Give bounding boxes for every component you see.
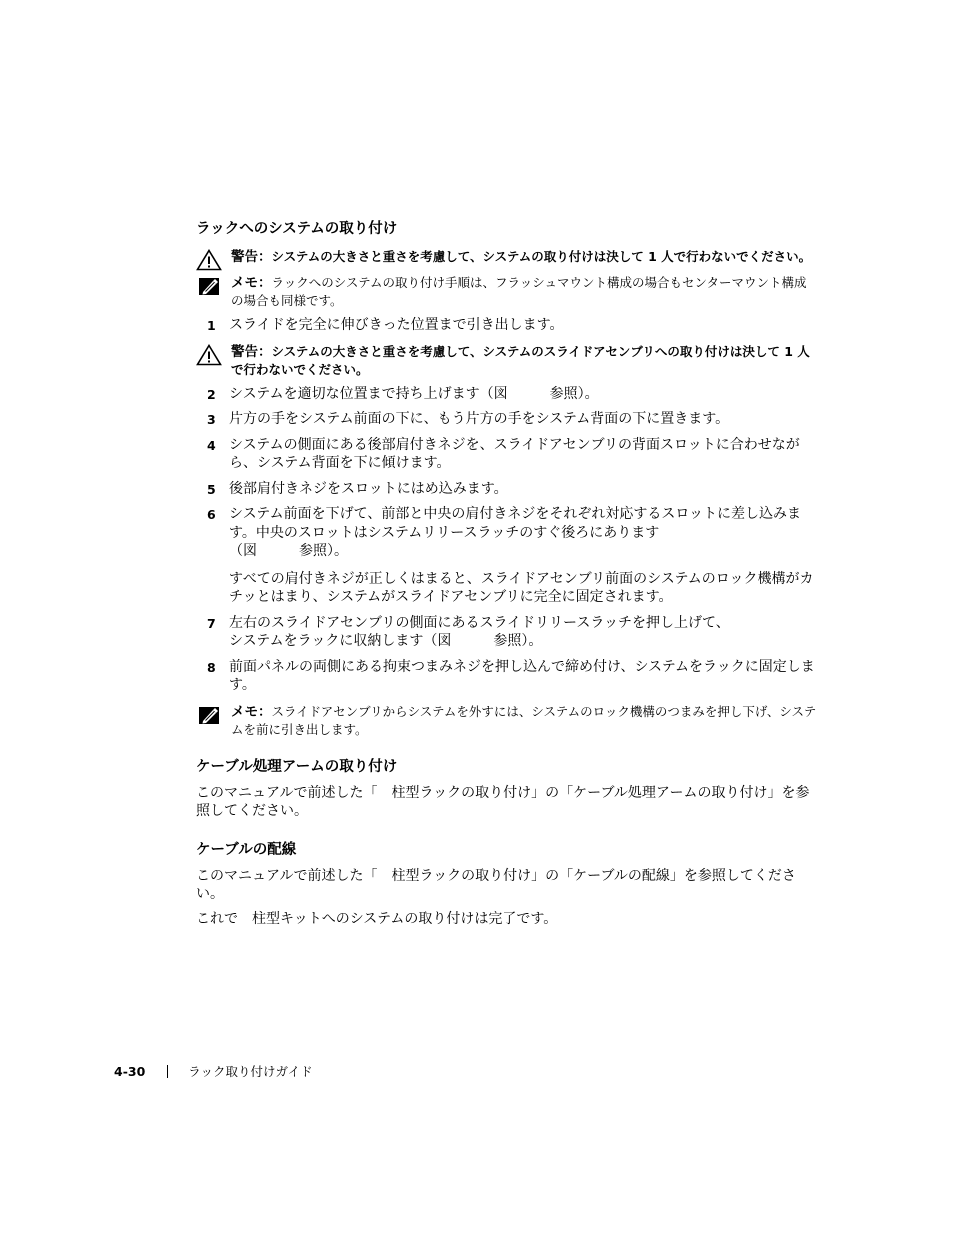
step-number: 4 (207, 437, 216, 453)
note-callout (196, 274, 818, 309)
section-text: このマニュアルで前述した「 柱型ラックの取り付け」の「ケーブル処理アームの取り付け」を参照してください。 (196, 784, 810, 819)
step-6-result: すべての肩付きネジが正しくはまると、スライドアセンブリ前面のシステムのロック機構がカチッとはまり、システムがスライドアセンブリに完全に固定されます。 (229, 570, 814, 605)
step-3 (196, 410, 818, 429)
step-text: 前面パネルの両側にある拘束つまみネジを押し込んで締め付け、システムをラックに固定します。 (229, 658, 815, 693)
warning-label: 警告： (231, 249, 272, 265)
note-callout (196, 703, 818, 738)
note-pencil-icon (196, 704, 222, 726)
guide-title: ラック取り付けガイド (188, 1064, 313, 1079)
step-number: 2 (207, 386, 216, 402)
note-label: メモ： (231, 275, 272, 291)
warning-text: システムの大きさと重さを考慮して、システムのスライドアセンブリへの取り付けは決して 1 人で行わないでください。 (231, 343, 810, 377)
step-6 (196, 505, 818, 561)
section-text: このマニュアルで前述した「 柱型ラックの取り付け」の「ケーブルの配線」を参照してください。 (196, 867, 796, 902)
step-number: 8 (207, 659, 216, 675)
step-text: 左右のスライドアセンブリの側面にあるスライドリリースラッチを押し上げて、 (229, 614, 730, 631)
section-cabling (196, 839, 818, 929)
warning-callout (196, 248, 818, 266)
warning-icon (196, 344, 222, 366)
step-8 (196, 658, 818, 695)
warning-text: システムの大きさと重さを考慮して、システムの取り付けは決して 1 人で行わないでください。 (271, 249, 812, 264)
footer-separator (167, 1065, 168, 1078)
section-heading-cabling: ケーブルの配線 (196, 841, 297, 858)
section-heading-rack-install: ラックへのシステムの取り付け (196, 221, 398, 237)
step-number: 1 (207, 318, 216, 333)
note-text: スライドアセンブリからシステムを外すには、システムのロック機構のつまみを押し下げ、システムを前に引き出します。 (231, 703, 817, 737)
note-text: ラックへのシステムの取り付け手順は、フラッシュマウント構成の場合もセンターマウント構成の場合も同様です。 (231, 275, 807, 308)
step-text: 片方の手をシステム前面の下に、もう片方の手をシステム背面の下に置きます。 (229, 411, 730, 427)
warning-icon (196, 249, 222, 271)
step-text: スライドを完全に伸びきった位置まで引き出します。 (229, 317, 564, 333)
step-text: システム前面を下げて、前部と中央の肩付きネジをそれぞれ対応するスロットに差し込みます。中央のスロットはシステムリリースラッチのすぐ後ろにあります (229, 506, 802, 541)
step-number: 6 (207, 507, 216, 522)
page-number: 4-30 (114, 1063, 146, 1079)
step-1 (196, 316, 818, 335)
section-cable-management-arm (196, 756, 818, 821)
step-text-figure-ref: システムをラックに収納します（図 参照）。 (229, 633, 543, 649)
warning-label: 警告： (231, 343, 272, 360)
step-text: システムの側面にある後部肩付きネジを、スライドアセンブリの背面スロットに合わせながら、システム背面を下に傾けます。 (229, 436, 800, 471)
step-text: 後部肩付きネジをスロットにはめ込みます。 (229, 480, 508, 497)
note-label: メモ： (231, 703, 272, 720)
step-2 (196, 385, 818, 404)
page-footer (114, 1062, 313, 1080)
section-heading-cma: ケーブル処理アームの取り付け (196, 758, 398, 775)
step-text-figure-ref: （図 参照）。 (229, 543, 348, 559)
note-pencil-icon (196, 275, 222, 297)
step-4 (196, 436, 818, 473)
page-content (196, 218, 818, 928)
step-number: 7 (207, 615, 216, 631)
step-number: 3 (207, 412, 216, 427)
step-7 (196, 614, 818, 651)
step-number: 5 (207, 481, 216, 497)
closing-text: これで 柱型キットへのシステムの取り付けは完了です。 (196, 910, 558, 927)
step-5 (196, 480, 818, 499)
warning-callout (196, 343, 818, 378)
step-text: システムを適切な位置まで持ち上げます（図 参照）。 (229, 385, 599, 402)
